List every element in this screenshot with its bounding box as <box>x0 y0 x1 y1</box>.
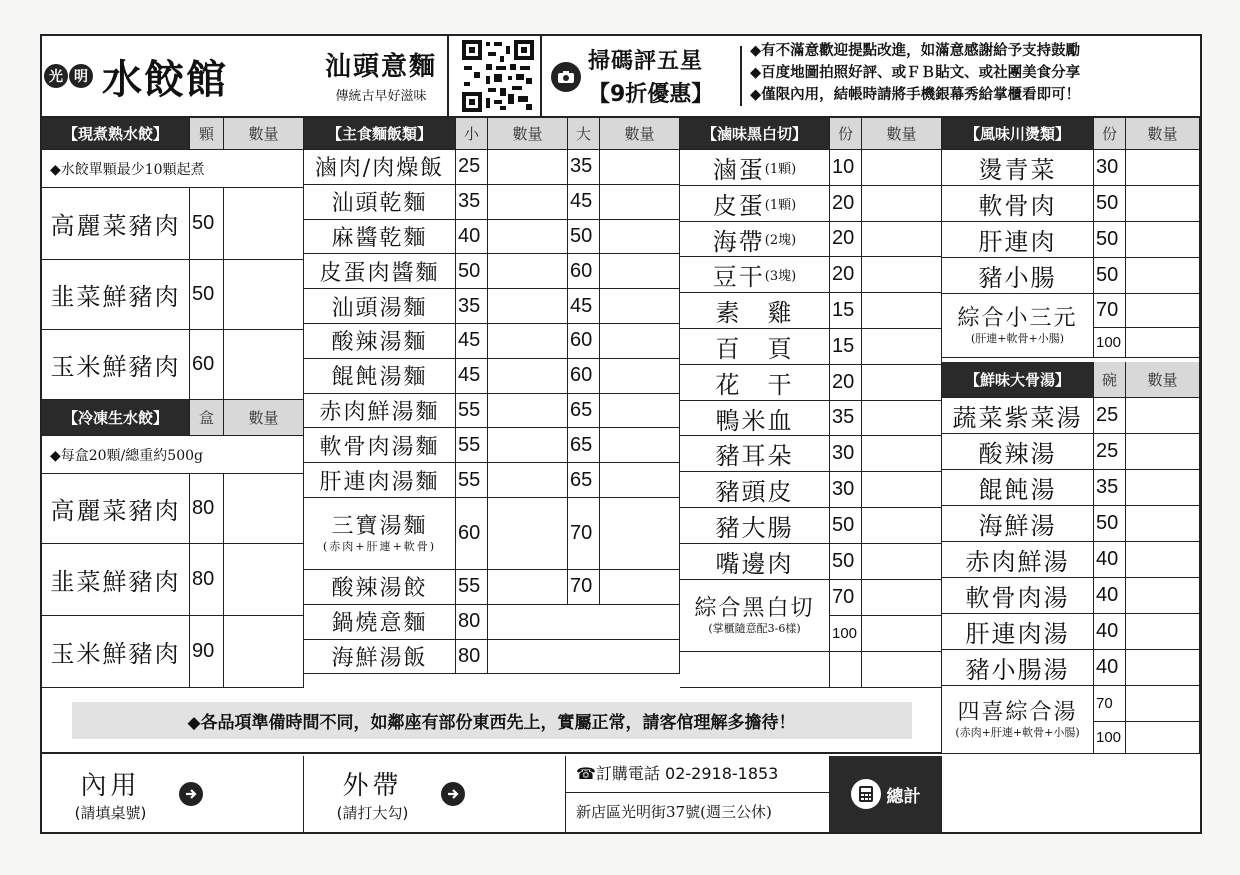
soup-price: 35 <box>1094 470 1126 506</box>
noodle-small-price: 80 <box>456 605 488 640</box>
notice-3: ◆僅限內用，結帳時請將手機銀幕秀給掌櫃看即可！ <box>750 87 1081 103</box>
noodle-small-qty[interactable] <box>488 463 568 498</box>
noodle-name: 皮蛋肉醬麵 <box>319 260 440 286</box>
braised-name: 海帶 <box>712 227 765 256</box>
frozen-dumpling-qty[interactable] <box>224 474 304 544</box>
total-label-box <box>830 756 942 832</box>
braised-item <box>680 508 830 544</box>
cooked-qty-label: 數量 <box>224 118 304 150</box>
soup-name: 酸辣湯 <box>942 434 1094 470</box>
noodle-small-price: 55 <box>456 394 488 429</box>
noodle-name: 餛飩湯麵 <box>331 365 428 391</box>
sichuan-price: 50 <box>1094 258 1126 294</box>
braised-blank-price <box>830 652 862 688</box>
dumpling-name: 韭菜鮮豬肉 <box>42 260 190 330</box>
frozen-unit-label: 盒 <box>190 400 224 436</box>
dine-in-box[interactable] <box>42 756 304 832</box>
soup-price: 25 <box>1094 398 1126 434</box>
soup-price: 40 <box>1094 578 1126 614</box>
soup-name: 軟骨肉湯 <box>942 578 1094 614</box>
braised-name: 皮蛋 <box>712 191 765 220</box>
noodle-name: 鍋燒意麵 <box>331 611 428 637</box>
dumpling-qty[interactable] <box>224 260 304 330</box>
noodle-large-price: 65 <box>568 428 600 463</box>
tagline-main: 汕頭意麵 <box>324 52 437 82</box>
noodle-item <box>304 463 456 498</box>
soup-qty[interactable] <box>1126 506 1200 542</box>
braised-sub: (2塊) <box>764 233 797 249</box>
noodle-name: 肝連肉湯麵 <box>319 469 440 495</box>
sichuan-qty[interactable] <box>1126 186 1200 222</box>
braised-qty-label: 數量 <box>862 118 942 150</box>
braised-item <box>680 257 830 293</box>
noodle-large-price: 60 <box>568 254 600 289</box>
braised-qty[interactable] <box>862 544 942 580</box>
soup-price: 40 <box>1094 614 1126 650</box>
noodle-name: 赤肉鮮湯麵 <box>319 399 440 425</box>
sichuan-combo-qty2[interactable] <box>1126 328 1200 358</box>
sichuan-price: 50 <box>1094 222 1126 258</box>
braised-item <box>680 186 830 222</box>
braised-price: 35 <box>830 401 862 437</box>
noodle-small-price: 80 <box>456 640 488 675</box>
soup-qty[interactable] <box>1126 578 1200 614</box>
dumpling-name: 玉米鮮豬肉 <box>42 330 190 400</box>
braised-qty[interactable] <box>862 186 942 222</box>
braised-item <box>680 222 830 258</box>
soups-header: 【鮮味大骨湯】 <box>942 362 1094 398</box>
braised-item <box>680 401 830 437</box>
footer-notice-box <box>42 688 942 754</box>
noodle-name: 麻醬乾麵 <box>331 225 428 251</box>
soups-combo-price2: 100 <box>1094 722 1126 754</box>
braised-name: 豆干 <box>712 263 765 292</box>
noodle-name: 海鮮湯飯 <box>331 645 428 671</box>
soups-combo-price1: 70 <box>1094 686 1126 722</box>
braised-qty[interactable] <box>862 293 942 329</box>
dine-in-labels <box>42 765 179 823</box>
noodle-small-price: 45 <box>456 324 488 359</box>
soups-qty-label: 數量 <box>1126 362 1200 398</box>
noodle-item <box>304 220 456 255</box>
braised-combo-name: 綜合黑白切 <box>694 595 815 621</box>
brand-prefix-1: 光 <box>44 64 68 88</box>
braised-qty[interactable] <box>862 365 942 401</box>
noodle-large-price: 70 <box>568 570 600 605</box>
noodle-large-qty[interactable] <box>600 359 680 394</box>
sichuan-price: 30 <box>1094 150 1126 186</box>
soup-price: 40 <box>1094 542 1126 578</box>
sichuan-combo-name: 綜合小三元 <box>957 305 1078 331</box>
braised-combo-price1: 70 <box>830 580 862 616</box>
noodles-qty-small-label: 數量 <box>488 118 568 150</box>
noodle-name: 滷肉/肉燥飯 <box>314 156 445 182</box>
noodle-large-qty[interactable] <box>600 394 680 429</box>
noodles-header: 【主食麵飯類】 <box>304 118 456 150</box>
noodle-large-price: 60 <box>568 359 600 394</box>
noodle-name: 三寶湯麵 <box>331 513 428 539</box>
camera-icon <box>551 62 581 92</box>
sichuan-header: 【風味川燙類】 <box>942 118 1094 150</box>
noodle-item <box>304 605 456 640</box>
noodle-large-price: 50 <box>568 220 600 255</box>
noodle-large-price: 45 <box>568 185 600 220</box>
noodle-small-qty[interactable] <box>488 359 568 394</box>
soup-qty[interactable] <box>1126 434 1200 470</box>
braised-name: 豬頭皮 <box>715 478 794 507</box>
braised-combo-price2: 100 <box>830 616 862 652</box>
noodle-name: 酸辣湯麵 <box>331 330 428 356</box>
noodle-large-qty[interactable] <box>600 498 680 570</box>
noodle-item <box>304 498 456 570</box>
braised-name: 素 雞 <box>715 299 794 328</box>
soup-name: 海鮮湯 <box>942 506 1094 542</box>
noodle-large-qty[interactable] <box>600 220 680 255</box>
braised-price: 30 <box>830 436 862 472</box>
braised-combo-qty1[interactable] <box>862 580 942 616</box>
brand-logo <box>44 40 304 112</box>
frozen-dumpling-price: 80 <box>190 544 224 616</box>
noodle-small-price: 45 <box>456 359 488 394</box>
dine-in-label: 內用 <box>80 771 141 801</box>
frozen-qty-label: 數量 <box>224 400 304 436</box>
noodle-large-price: 65 <box>568 394 600 429</box>
braised-qty[interactable] <box>862 472 942 508</box>
soup-price: 40 <box>1094 650 1126 686</box>
soups-combo-qty1[interactable] <box>1126 686 1200 722</box>
takeout-box[interactable] <box>304 756 566 832</box>
soup-qty[interactable] <box>1126 650 1200 686</box>
braised-qty[interactable] <box>862 222 942 258</box>
noodle-large-qty[interactable] <box>600 185 680 220</box>
braised-item <box>680 329 830 365</box>
cooked-unit-label: 顆 <box>190 118 224 150</box>
noodle-item <box>304 185 456 220</box>
noodle-large-qty[interactable] <box>600 428 680 463</box>
braised-item <box>680 293 830 329</box>
noodle-name: 汕頭乾麵 <box>331 191 428 217</box>
sichuan-qty[interactable] <box>1126 258 1200 294</box>
braised-price: 20 <box>830 365 862 401</box>
dumpling-name: 高麗菜豬肉 <box>42 188 190 260</box>
noodle-name: 汕頭湯麵 <box>331 295 428 321</box>
braised-price: 10 <box>830 150 862 186</box>
noodle-small-price: 35 <box>456 289 488 324</box>
braised-name: 鴨米血 <box>715 406 794 435</box>
noodle-small-qty[interactable] <box>488 254 568 289</box>
cooked-note: ◆水餃單顆最少10顆起煮 <box>42 150 304 188</box>
noodle-large-qty[interactable] <box>600 463 680 498</box>
braised-name: 花 干 <box>715 370 794 399</box>
dumpling-price: 60 <box>190 330 224 400</box>
noodle-item <box>304 324 456 359</box>
braised-combo-note: (掌櫃隨意配3-6樣) <box>708 622 801 636</box>
noodle-item <box>304 254 456 289</box>
soup-qty[interactable] <box>1126 398 1200 434</box>
braised-qty[interactable] <box>862 401 942 437</box>
braised-name: 百 頁 <box>715 334 794 363</box>
soups-unit-label: 碗 <box>1094 362 1126 398</box>
soup-name: 餛飩湯 <box>942 470 1094 506</box>
sichuan-qty[interactable] <box>1126 222 1200 258</box>
takeout-label: 外帶 <box>342 771 403 801</box>
noodles-small-label: 小 <box>456 118 488 150</box>
braised-unit-label: 份 <box>830 118 862 150</box>
noodle-small-qty[interactable] <box>488 570 568 605</box>
notice-2: ◆百度地圖拍照好評、或ＦＢ貼文、或社團美食分享 <box>750 65 1081 81</box>
braised-price: 50 <box>830 544 862 580</box>
noodle-item <box>304 640 456 675</box>
phone: ☎訂購電話 02-2918-1853 <box>566 756 829 793</box>
braised-combo-qty2[interactable] <box>862 616 942 652</box>
sichuan-combo-price2: 100 <box>1094 328 1126 358</box>
noodle-small-qty[interactable] <box>488 394 568 429</box>
dumpling-qty[interactable] <box>224 188 304 260</box>
soup-qty[interactable] <box>1126 614 1200 650</box>
total-input[interactable] <box>942 756 1200 832</box>
braised-item <box>680 365 830 401</box>
tagline <box>316 46 446 106</box>
sichuan-combo <box>942 294 1094 358</box>
braised-qty[interactable] <box>862 329 942 365</box>
dumpling-price: 50 <box>190 260 224 330</box>
noodle-item <box>304 150 456 185</box>
dumpling-price: 50 <box>190 188 224 260</box>
noodle-small-qty[interactable] <box>488 324 568 359</box>
soups-combo <box>942 686 1094 754</box>
sichuan-qty[interactable] <box>1126 150 1200 186</box>
braised-sub: (1顆) <box>764 197 797 213</box>
takeout-labels <box>304 765 441 823</box>
braised-item <box>680 472 830 508</box>
sichuan-name: 肝連肉 <box>942 222 1094 258</box>
braised-name: 滷蛋 <box>712 155 765 184</box>
noodle-qty[interactable] <box>488 640 680 675</box>
address: 新店區光明街37號(週三公休) <box>576 803 772 821</box>
noodle-large-qty[interactable] <box>600 324 680 359</box>
dine-in-sub: (請填桌號) <box>74 804 147 822</box>
arrow-right-icon <box>441 782 465 806</box>
soup-name: 赤肉鮮湯 <box>942 542 1094 578</box>
braised-item <box>680 150 830 186</box>
noodle-small-price: 50 <box>456 254 488 289</box>
noodle-large-qty[interactable] <box>600 289 680 324</box>
braised-price: 20 <box>830 222 862 258</box>
soup-name: 肝連肉湯 <box>942 614 1094 650</box>
braised-combo <box>680 580 830 652</box>
frozen-dumplings-header: 【冷凍生水餃】 <box>42 400 190 436</box>
noodle-small-qty[interactable] <box>488 220 568 255</box>
noodle-small-qty[interactable] <box>488 289 568 324</box>
braised-header: 【滷味黑白切】 <box>680 118 830 150</box>
promo-line2: 【9折優惠】 <box>588 82 714 107</box>
frozen-dumpling-price: 90 <box>190 616 224 688</box>
soups-combo-note: (赤肉+肝連+軟骨+小腸) <box>955 726 1080 740</box>
braised-name: 嘴邊肉 <box>715 549 794 578</box>
frozen-note: ◆每盒20顆/總重約500g <box>42 436 304 474</box>
noodle-small-price: 55 <box>456 428 488 463</box>
noodle-small-price: 55 <box>456 570 488 605</box>
frozen-dumpling-qty[interactable] <box>224 616 304 688</box>
braised-name: 豬耳朵 <box>715 442 794 471</box>
braised-sub: (3塊) <box>764 269 797 285</box>
noodle-item <box>304 428 456 463</box>
noodle-small-price: 35 <box>456 185 488 220</box>
dumpling-qty[interactable] <box>224 330 304 400</box>
noodle-sub: (赤肉+肝連+軟骨) <box>322 540 437 554</box>
noodle-large-qty[interactable] <box>600 254 680 289</box>
sichuan-price: 50 <box>1094 186 1126 222</box>
noodles-large-label: 大 <box>568 118 600 150</box>
braised-qty[interactable] <box>862 436 942 472</box>
noodle-large-price: 45 <box>568 289 600 324</box>
braised-sub: (1顆) <box>764 161 797 177</box>
tagline-sub: 傳統古早好滋味 <box>335 89 427 104</box>
braised-blank-qty[interactable] <box>862 652 942 688</box>
soup-name: 豬小腸湯 <box>942 650 1094 686</box>
noodle-small-price: 40 <box>456 220 488 255</box>
noodle-item <box>304 289 456 324</box>
promo-line1: 掃碼評五星 <box>588 49 704 74</box>
frozen-dumpling-name: 高麗菜豬肉 <box>42 474 190 544</box>
noodle-large-price: 35 <box>568 150 600 185</box>
notice-1: ◆有不滿意歡迎提點改進，如滿意感謝給予支持鼓勵 <box>750 43 1081 59</box>
noodle-small-qty[interactable] <box>488 150 568 185</box>
calculator-icon <box>851 779 881 809</box>
braised-qty[interactable] <box>862 257 942 293</box>
noodle-large-qty[interactable] <box>600 570 680 605</box>
soup-price: 50 <box>1094 506 1126 542</box>
braised-price: 20 <box>830 186 862 222</box>
noodle-small-qty[interactable] <box>488 498 568 570</box>
noodle-large-price: 65 <box>568 463 600 498</box>
braised-qty[interactable] <box>862 508 942 544</box>
noodle-small-qty[interactable] <box>488 185 568 220</box>
braised-qty[interactable] <box>862 150 942 186</box>
braised-price: 50 <box>830 508 862 544</box>
sichuan-name: 豬小腸 <box>942 258 1094 294</box>
contact-box <box>566 756 830 832</box>
braised-price: 15 <box>830 293 862 329</box>
noodle-small-price: 25 <box>456 150 488 185</box>
brand-prefix-2: 明 <box>69 64 93 88</box>
braised-blank-name <box>680 652 830 688</box>
soups-combo-qty2[interactable] <box>1126 722 1200 754</box>
noodle-item <box>304 359 456 394</box>
sichuan-name: 燙青菜 <box>942 150 1094 186</box>
braised-name: 豬大腸 <box>715 513 794 542</box>
cooked-dumplings-header: 【現煮熟水餃】 <box>42 118 190 150</box>
noodle-item <box>304 394 456 429</box>
noodle-item <box>304 570 456 605</box>
noodle-small-qty[interactable] <box>488 428 568 463</box>
frozen-dumpling-name: 韭菜鮮豬肉 <box>42 544 190 616</box>
braised-price: 20 <box>830 257 862 293</box>
noodle-qty[interactable] <box>488 605 680 640</box>
frozen-dumpling-price: 80 <box>190 474 224 544</box>
noodle-large-qty[interactable] <box>600 150 680 185</box>
noodles-qty-large-label: 數量 <box>600 118 680 150</box>
noodle-small-price: 55 <box>456 463 488 498</box>
braised-item <box>680 436 830 472</box>
sichuan-combo-price1: 70 <box>1094 294 1126 328</box>
frozen-dumpling-qty[interactable] <box>224 544 304 616</box>
noodle-small-price: 60 <box>456 498 488 570</box>
braised-item <box>680 544 830 580</box>
total-label: 總計 <box>886 786 921 807</box>
noodle-name: 酸辣湯餃 <box>331 576 428 602</box>
noodle-large-price: 70 <box>568 498 600 570</box>
takeout-sub: (請打大勾) <box>336 804 409 822</box>
qr-code-icon[interactable] <box>460 38 536 114</box>
sichuan-combo-qty1[interactable] <box>1126 294 1200 328</box>
footer-notice: ◆各品項準備時間不同，如鄰座有部份東西先上，實屬正常，請客倌理解多擔待！ <box>72 702 912 739</box>
frozen-dumpling-name: 玉米鮮豬肉 <box>42 616 190 688</box>
arrow-right-icon <box>179 782 203 806</box>
braised-price: 30 <box>830 472 862 508</box>
soup-price: 25 <box>1094 434 1126 470</box>
noodle-large-price: 60 <box>568 324 600 359</box>
sichuan-unit-label: 份 <box>1094 118 1126 150</box>
sichuan-qty-label: 數量 <box>1126 118 1200 150</box>
soups-combo-name: 四喜綜合湯 <box>957 699 1078 725</box>
sichuan-name: 軟骨肉 <box>942 186 1094 222</box>
noodle-name: 軟骨肉湯麵 <box>319 434 440 460</box>
notices <box>750 40 1198 112</box>
soup-qty[interactable] <box>1126 470 1200 506</box>
soup-qty[interactable] <box>1126 542 1200 578</box>
braised-price: 15 <box>830 329 862 365</box>
promo <box>588 44 738 110</box>
shop-name: 水餃館 <box>102 55 228 103</box>
soup-name: 蔬菜紫菜湯 <box>942 398 1094 434</box>
sichuan-combo-note: (肝連+軟骨+小腸) <box>970 332 1065 346</box>
